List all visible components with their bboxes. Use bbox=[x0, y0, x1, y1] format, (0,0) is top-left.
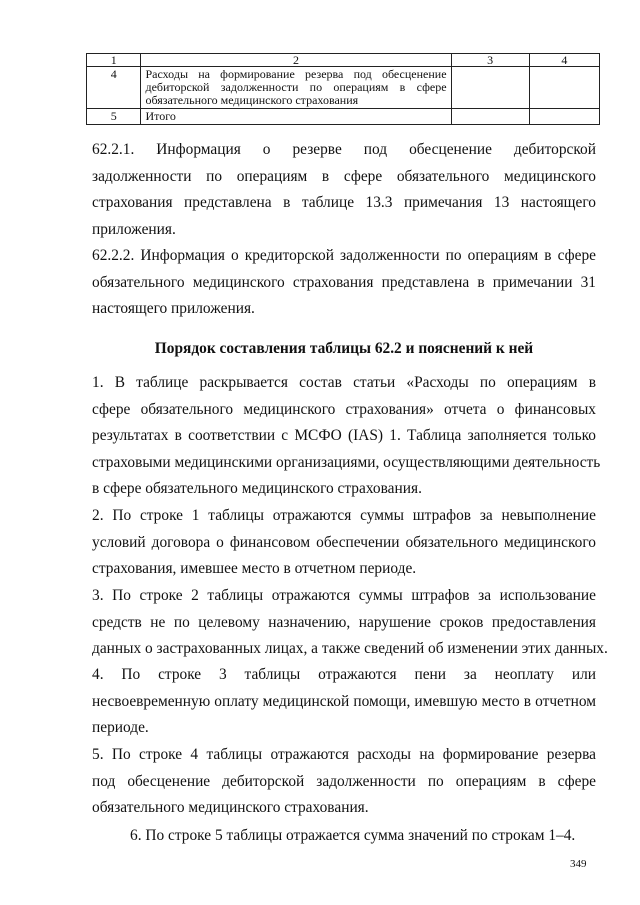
text-line: сфере обязательного медицинского страхования» отчета о финансовых bbox=[92, 400, 596, 418]
expense-table bbox=[86, 53, 600, 125]
text-line: страхования, имевшее место в отчетном периоде. bbox=[92, 560, 417, 577]
row-value-cell bbox=[529, 67, 599, 109]
page-number: 349 bbox=[570, 858, 587, 870]
text-line: в сфере обязательного медицинского страхования. bbox=[92, 480, 422, 497]
text-line: 4. По строке 3 таблицы отражаются пени за неоплату или bbox=[92, 666, 596, 683]
row-number-cell: 4 bbox=[87, 67, 141, 109]
text-line: периоде. bbox=[92, 719, 149, 736]
row-description-cell: Расходы на формирование резерва под обесценение дебиторской задолженности по операциям в сфере обязательного медицинского страхования bbox=[141, 67, 451, 109]
text-line: обязательного медицинского страхования представлена в примечании 31 bbox=[92, 273, 596, 291]
paragraph-5 bbox=[92, 742, 596, 822]
paragraph-62-2-2 bbox=[92, 243, 596, 323]
row-number-cell: 5 bbox=[87, 109, 141, 125]
table-header-cell: 4 bbox=[529, 54, 599, 67]
row-value-cell bbox=[451, 109, 529, 125]
text-line: под обесценение дебиторской задолженности по операциям в сфере bbox=[92, 772, 596, 790]
text-line: страховыми медицинскими организациями, осуществляющими деятельность bbox=[92, 453, 601, 471]
text-line: задолженности по операциям в сфере обязательного медицинского bbox=[92, 167, 596, 185]
table-header-cell: 1 bbox=[87, 54, 141, 67]
row-value-cell bbox=[451, 67, 529, 109]
paragraph-1 bbox=[92, 370, 601, 503]
row-description-cell: Итого bbox=[141, 109, 451, 125]
paragraph-2 bbox=[92, 503, 596, 583]
paragraph-3 bbox=[92, 583, 608, 663]
text-line: данных о застрахованных лицах, а также сведений об изменении этих данных. bbox=[92, 640, 608, 657]
table-header-cell: 2 bbox=[141, 54, 451, 67]
text-line: несвоевременную оплату медицинской помощи, имевшую место в отчетном bbox=[92, 692, 596, 710]
text-line: результатах в соответствии с МСФО (IAS) 1. Таблица заполняется только bbox=[92, 427, 596, 444]
text-line: настоящего приложения. bbox=[92, 300, 255, 317]
paragraph-6 bbox=[92, 823, 596, 850]
text-line: 5. По строке 4 таблицы отражаются расходы на формирование резерва bbox=[92, 746, 596, 763]
table-row bbox=[87, 109, 600, 125]
text-line: страхования представлена в таблице 13.3 примечания 13 настоящего bbox=[92, 194, 596, 211]
text-line: обязательного медицинского страхования. bbox=[92, 799, 369, 816]
paragraph-62-2-1 bbox=[92, 137, 596, 243]
table-row bbox=[87, 67, 600, 109]
text-line: приложения. bbox=[92, 220, 176, 238]
text-line: 6. По строке 5 таблицы отражается сумма значений по строкам 1–4. bbox=[130, 827, 576, 844]
text-line: 3. По строке 2 таблицы отражаются суммы штрафов за использование bbox=[92, 587, 596, 604]
paragraph-4 bbox=[92, 662, 596, 742]
text-line: 62.2.2. Информация о кредиторской задолженности по операциям в сфере bbox=[92, 247, 596, 264]
text-line: 1. В таблице раскрывается состав статьи «Расходы по операциям в bbox=[92, 374, 596, 391]
text-line: условий договора о финансовом обеспечении обязательного медицинского bbox=[92, 533, 596, 551]
text-line: 2. По строке 1 таблицы отражаются суммы штрафов за невыполнение bbox=[92, 507, 596, 524]
row-value-cell bbox=[529, 109, 599, 125]
section-heading: Порядок составления таблицы 62.2 и пояснений к ней bbox=[154, 340, 534, 357]
table-header-cell: 3 bbox=[451, 54, 529, 67]
text-line: 62.2.1. Информация о резерве под обесценение дебиторской bbox=[92, 141, 596, 158]
table-header-row bbox=[87, 54, 600, 67]
text-line: средств не по целевому назначению, нарушение сроков предоставления bbox=[92, 613, 596, 631]
